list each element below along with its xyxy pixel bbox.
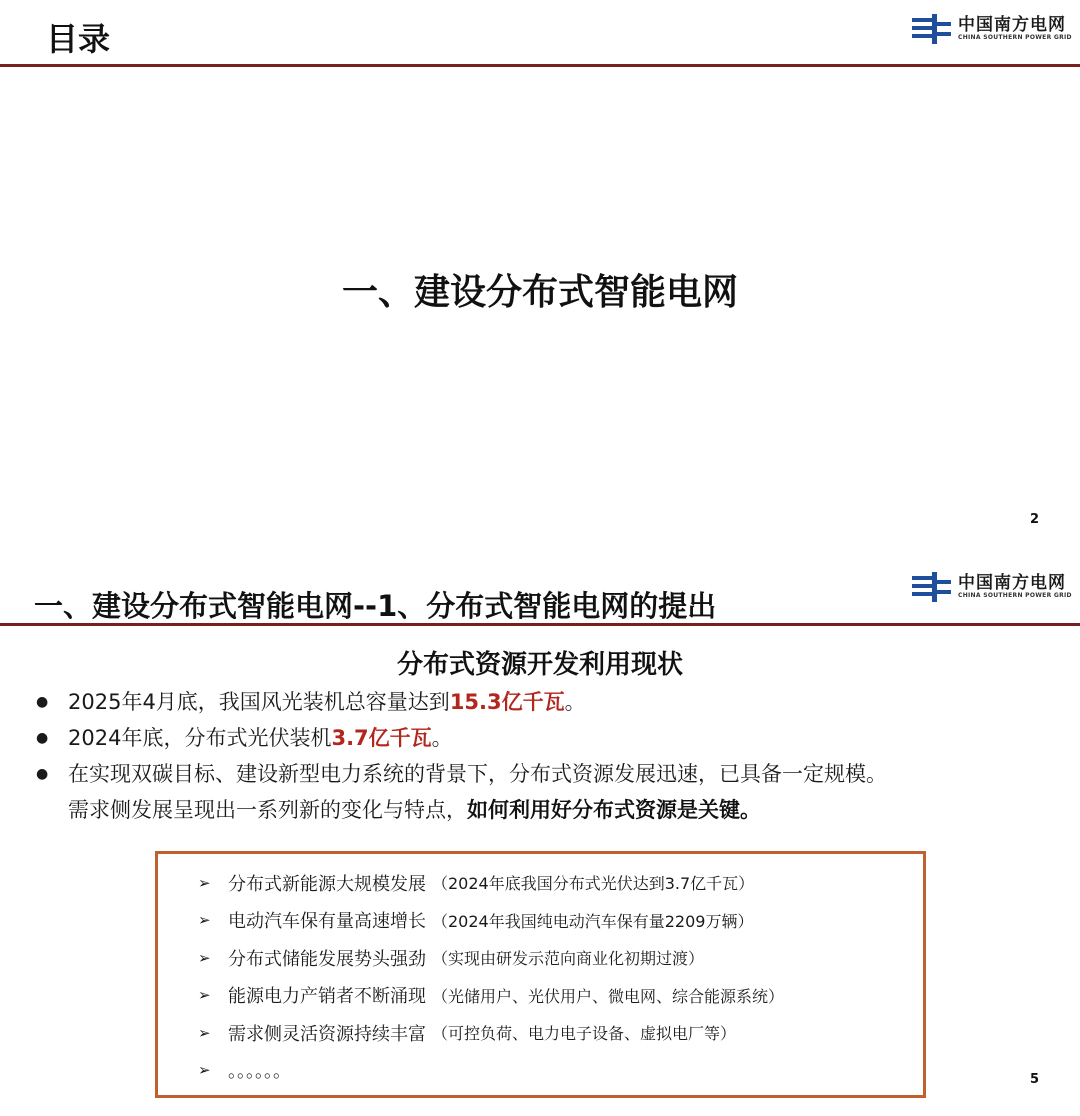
header-rule — [0, 64, 1080, 67]
page-number: 5 — [1030, 1072, 1040, 1087]
box-list-item — [198, 977, 923, 1015]
bullet-list — [36, 684, 1066, 828]
box-item-note: （2024年底我国分布式光伏达到3.7亿千瓦） — [432, 874, 755, 894]
box-list-item — [198, 902, 923, 940]
box-item-note: （光储用户、光伏用户、微电网、综合能源系统） — [432, 986, 785, 1006]
box-list-item — [198, 1052, 923, 1090]
company-logo — [912, 14, 1072, 44]
arrow-bullet-icon: ➢ — [198, 1061, 211, 1080]
box-item-note: （实现由研发示范向商业化初期过渡） — [432, 949, 705, 969]
company-logo — [912, 572, 1072, 602]
arrow-bullet-icon: ➢ — [198, 873, 211, 892]
section-title: 一、建设分布式智能电网 — [341, 272, 738, 313]
bullet-highlight: 15.3亿千瓦 — [449, 690, 565, 714]
bullet-text: 2025年4月底，我国风光装机总容量达到 — [68, 690, 450, 714]
box-item-text: 。。。。。。 — [228, 1061, 291, 1083]
slide-content — [0, 556, 1080, 1116]
logo-name-en: CHINA SOUTHERN POWER GRID — [958, 34, 1072, 41]
bullet-item — [36, 756, 1066, 792]
box-list-item — [198, 1014, 923, 1052]
power-grid-logo-icon — [912, 14, 952, 44]
bullet-highlight: 3.7亿千瓦 — [331, 726, 432, 750]
bullet-suffix: 。 — [431, 726, 453, 750]
bullet-continuation — [36, 792, 1066, 828]
box-item-note: （2024年我国纯电动汽车保有量2209万辆） — [432, 911, 754, 931]
box-item-note: （可控负荷、电力电子设备、虚拟电厂等） — [432, 1024, 737, 1044]
box-item-text: 电动汽车保有量高速增长 — [228, 911, 426, 933]
trend-box — [155, 851, 926, 1098]
logo-name-en: CHINA SOUTHERN POWER GRID — [958, 592, 1072, 599]
bullet-item — [36, 684, 1066, 720]
header-rule — [0, 623, 1080, 626]
arrow-bullet-icon: ➢ — [198, 948, 211, 967]
slide-toc — [0, 0, 1080, 556]
continuation-text: 需求侧发展呈现出一系列新的变化与特点， — [68, 798, 467, 822]
box-list-item — [198, 864, 923, 902]
arrow-bullet-icon: ➢ — [198, 1023, 211, 1042]
arrow-bullet-icon: ➢ — [198, 986, 211, 1005]
slide-title: 一、建设分布式智能电网--1、分布式智能电网的提出 — [34, 589, 717, 623]
bullet-text: 2024年底，分布式光伏装机 — [68, 726, 332, 750]
content-heading: 分布式资源开发利用现状 — [396, 650, 683, 680]
arrow-bullet-icon: ➢ — [198, 911, 211, 930]
slide-title: 目录 — [46, 20, 111, 58]
bullet-dot-icon: ● — [36, 730, 49, 746]
continuation-emphasis: 如何利用好分布式资源是关键。 — [467, 798, 761, 822]
box-item-text: 分布式储能发展势头强劲 — [228, 948, 426, 970]
box-item-text: 能源电力产销者不断涌现 — [228, 986, 426, 1008]
bullet-dot-icon: ● — [36, 694, 49, 710]
bullet-dot-icon: ● — [36, 766, 49, 782]
bullet-suffix: 。 — [564, 690, 586, 714]
bullet-item — [36, 720, 1066, 756]
logo-name-cn: 中国南方电网 — [958, 573, 1066, 593]
page-number: 2 — [1030, 512, 1040, 527]
box-item-text: 分布式新能源大规模发展 — [228, 873, 426, 895]
bullet-text: 在实现双碳目标、建设新型电力系统的背景下，分布式资源发展迅速，已具备一定规模。 — [68, 762, 887, 786]
power-grid-logo-icon — [912, 572, 952, 602]
logo-name-cn: 中国南方电网 — [958, 15, 1066, 35]
box-item-text: 需求侧灵活资源持续丰富 — [228, 1023, 426, 1045]
box-list-item — [198, 939, 923, 977]
